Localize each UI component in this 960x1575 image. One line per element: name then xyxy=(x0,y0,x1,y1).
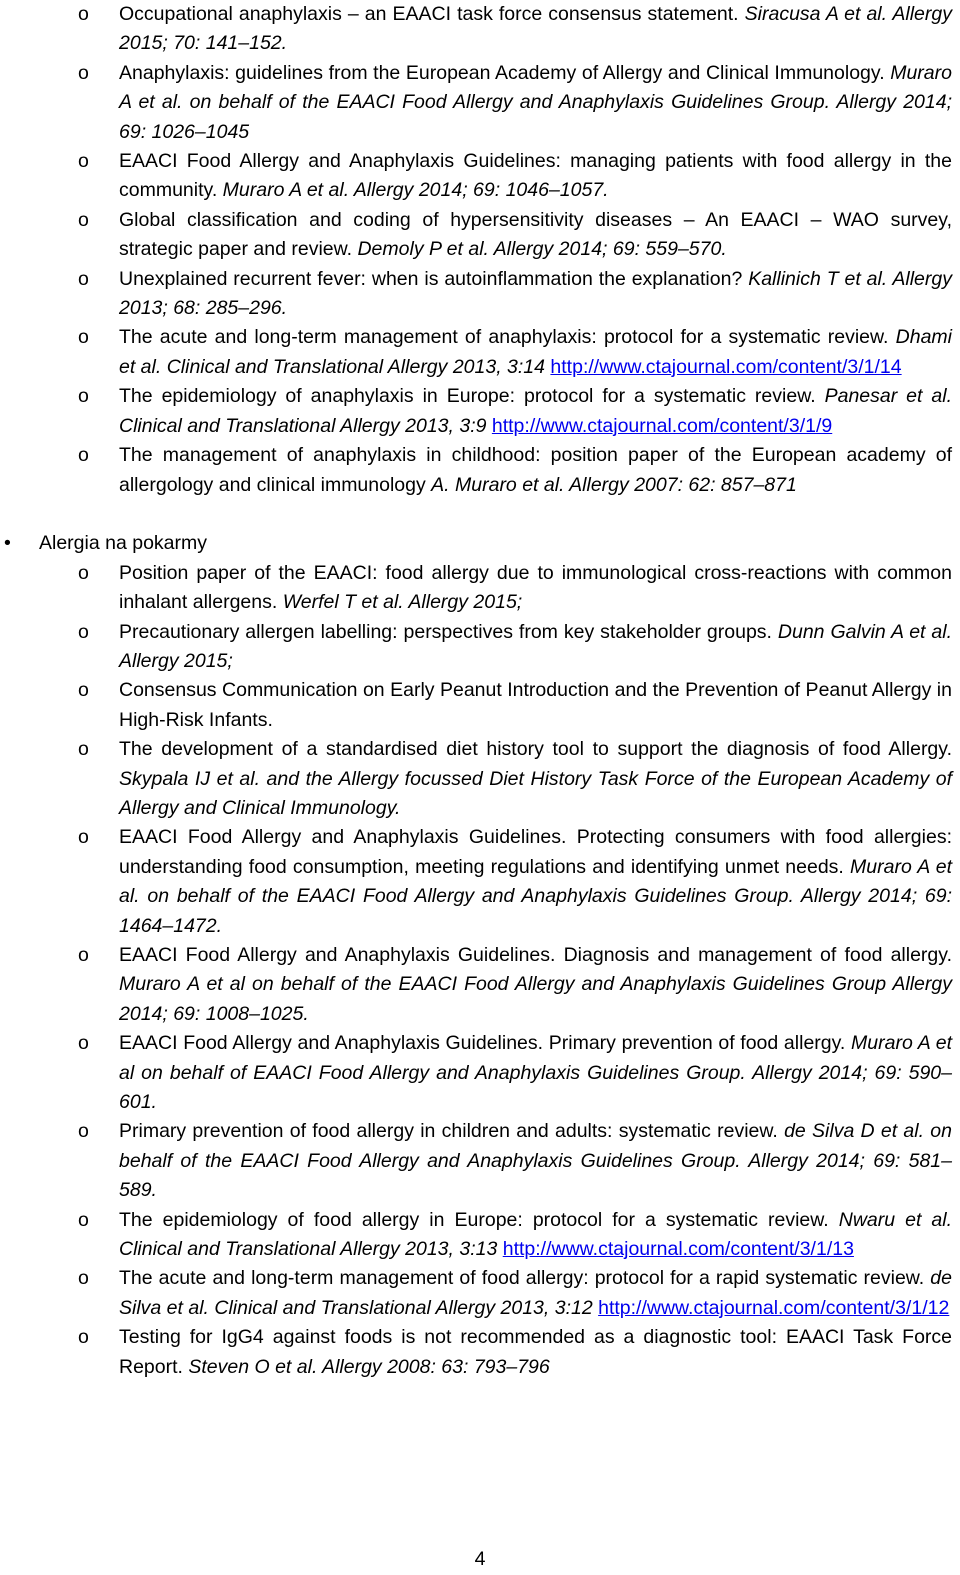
reference-item xyxy=(0,147,960,206)
list-marker: o xyxy=(78,943,89,966)
reference-title: Position paper of the EAACI: food allergy due to immunological cross-reactions with common inhalant allergens. xyxy=(119,561,952,614)
reference-item xyxy=(0,323,960,382)
reference-citation: Muraro A et al. on behalf of the EAACI Food Allergy and Anaphylaxis Guidelines Group. Allergy 2014; 69: 1026–1045 xyxy=(119,61,952,143)
reference-citation: de Silva et al. Clinical and Translational Allergy 2013, 3:12 xyxy=(119,1267,952,1319)
reference-title: Occupational anaphylaxis – an EAACI task force consensus statement. xyxy=(119,3,745,25)
list-marker: o xyxy=(78,61,89,84)
list-marker: o xyxy=(78,444,89,467)
list-marker: o xyxy=(78,3,89,25)
reference-link[interactable]: http://www.ctajournal.com/content/3/1/14 xyxy=(550,355,902,378)
reference-title: The epidemiology of food allergy in Europe: protocol for a systematic review. xyxy=(119,1208,839,1231)
list-marker: o xyxy=(78,267,89,290)
reference-item xyxy=(0,0,960,59)
reference-title: EAACI Food Allergy and Anaphylaxis Guidelines. Protecting consumers with food allergies: understanding food consumption, meeting regulations and identifying unmet needs. xyxy=(119,826,952,878)
reference-item xyxy=(0,941,960,1029)
reference-citation: Muraro A et al on behalf of EAACI Food Allergy and Anaphylaxis Guidelines Group. Allergy 2014; 69: 590–601. xyxy=(119,1032,952,1114)
section-heading xyxy=(0,529,960,558)
reference-citation: Muraro A et al. on behalf of the EAACI Food Allergy and Anaphylaxis Guidelines Group. Allergy 2014; 69: 1464–1472. xyxy=(119,855,952,937)
reference-citation: de Silva D et al. on behalf of the EAACI Food Allergy and Anaphylaxis Guidelines Group. Allergy 2014; 69: 581–589. xyxy=(119,1120,952,1202)
list-marker: o xyxy=(78,1032,89,1055)
reference-citation: Werfel T et al. Allergy 2015; xyxy=(282,591,523,614)
page-number: 4 xyxy=(474,1548,486,1570)
reference-title: The acute and long-term management of anaphylaxis: protocol for a systematic review. xyxy=(119,326,896,349)
reference-item xyxy=(0,1323,960,1382)
reference-link[interactable]: http://www.ctajournal.com/content/3/1/13 xyxy=(502,1238,854,1261)
reference-citation: Panesar et al. Clinical and Translational Allergy 2013, 3:9 xyxy=(119,385,953,437)
reference-group-food-allergy xyxy=(0,559,960,1382)
list-marker: o xyxy=(78,1208,89,1231)
reference-title: Precautionary allergen labelling: perspectives from key stakeholder groups. xyxy=(119,620,778,643)
reference-title: The acute and long-term management of food allergy: protocol for a rapid systematic review. xyxy=(119,1267,931,1290)
list-marker: o xyxy=(78,150,89,173)
reference-citation: Siracusa A et al. Allergy 2015; 70: 141–152. xyxy=(119,3,952,55)
reference-link[interactable]: http://www.ctajournal.com/content/3/1/12 xyxy=(598,1296,950,1319)
reference-item xyxy=(0,618,960,677)
section-bullet: • xyxy=(4,532,11,555)
list-marker: o xyxy=(78,620,89,643)
reference-item xyxy=(0,1264,960,1323)
list-marker: o xyxy=(78,826,89,849)
reference-citation: Dunn Galvin A et al. Allergy 2015; xyxy=(119,620,952,672)
list-marker: o xyxy=(78,1267,89,1290)
reference-item xyxy=(0,735,960,823)
reference-item xyxy=(0,441,960,500)
reference-title: EAACI Food Allergy and Anaphylaxis Guidelines. Diagnosis and management of food allergy. xyxy=(119,943,952,966)
reference-item xyxy=(0,206,960,265)
reference-group-anaphylaxis xyxy=(0,0,960,500)
reference-link[interactable]: http://www.ctajournal.com/content/3/1/9 xyxy=(491,414,833,437)
reference-citation: Steven O et al. Allergy 2008: 63: 793–796 xyxy=(188,1355,550,1378)
section-title: Alergia na pokarmy xyxy=(39,532,207,555)
reference-citation: Nwaru et al. Clinical and Translational Allergy 2013, 3:13 xyxy=(119,1208,952,1261)
reference-title: Unexplained recurrent fever: when is autoinflammation the explanation? xyxy=(119,267,749,290)
reference-title: Consensus Communication on Early Peanut Introduction and the Prevention of Peanut Allergy in High-Risk Infants. xyxy=(119,679,952,731)
list-marker: o xyxy=(78,385,89,408)
list-marker: o xyxy=(78,1120,89,1143)
reference-title: Global classification and coding of hypersensitivity diseases – An EAACI – WAO survey, strategic paper and review. xyxy=(119,208,952,261)
reference-title: Testing for IgG4 against foods is not recommended as a diagnostic tool: EAACI Task Force Report. xyxy=(119,1326,952,1378)
list-marker: o xyxy=(78,326,89,349)
reference-citation: Muraro A et al on behalf of the EAACI Food Allergy and Anaphylaxis Guidelines Group Allergy 2014; 69: 1008–1025. xyxy=(119,973,952,1025)
list-marker: o xyxy=(78,561,89,584)
reference-title: EAACI Food Allergy and Anaphylaxis Guidelines. Primary prevention of food allergy. xyxy=(119,1032,852,1055)
reference-citation: A. Muraro et al. Allergy 2007: 62: 857–871 xyxy=(431,473,797,496)
reference-item xyxy=(0,265,960,324)
reference-title: Anaphylaxis: guidelines from the European Academy of Allergy and Clinical Immunology. xyxy=(119,61,891,84)
reference-item xyxy=(0,823,960,941)
reference-citation: Demoly P et al. Allergy 2014; 69: 559–570. xyxy=(357,238,727,261)
reference-item xyxy=(0,1117,960,1205)
reference-item xyxy=(0,382,960,441)
reference-item xyxy=(0,1029,960,1117)
reference-citation: Skypala IJ et al. and the Allergy focussed Diet History Task Force of the European Academy of Allergy and Clinical Immunology. xyxy=(119,767,952,819)
reference-citation: Dhami et al. Clinical and Translational Allergy 2013, 3:14 xyxy=(119,326,952,378)
reference-title: The development of a standardised diet history tool to support the diagnosis of food Allergy. xyxy=(119,738,952,761)
list-marker: o xyxy=(78,1326,89,1349)
reference-title: The management of anaphylaxis in childhood: position paper of the European academy of allergology and clinical immunology xyxy=(119,444,952,496)
reference-title: Primary prevention of food allergy in children and adults: systematic review. xyxy=(119,1120,785,1143)
list-marker: o xyxy=(78,679,89,702)
reference-item xyxy=(0,1206,960,1265)
reference-title: EAACI Food Allergy and Anaphylaxis Guidelines: managing patients with food allergy in the community. xyxy=(119,150,952,202)
list-marker: o xyxy=(78,208,89,231)
list-marker: o xyxy=(78,738,89,761)
reference-citation: Muraro A et al. Allergy 2014; 69: 1046–1057. xyxy=(222,179,609,202)
reference-citation: Kallinich T et al. Allergy 2013; 68: 285–296. xyxy=(119,267,952,320)
reference-item xyxy=(0,59,960,147)
reference-item xyxy=(0,559,960,618)
reference-item xyxy=(0,676,960,735)
reference-title: The epidemiology of anaphylaxis in Europe: protocol for a systematic review. xyxy=(119,385,825,408)
